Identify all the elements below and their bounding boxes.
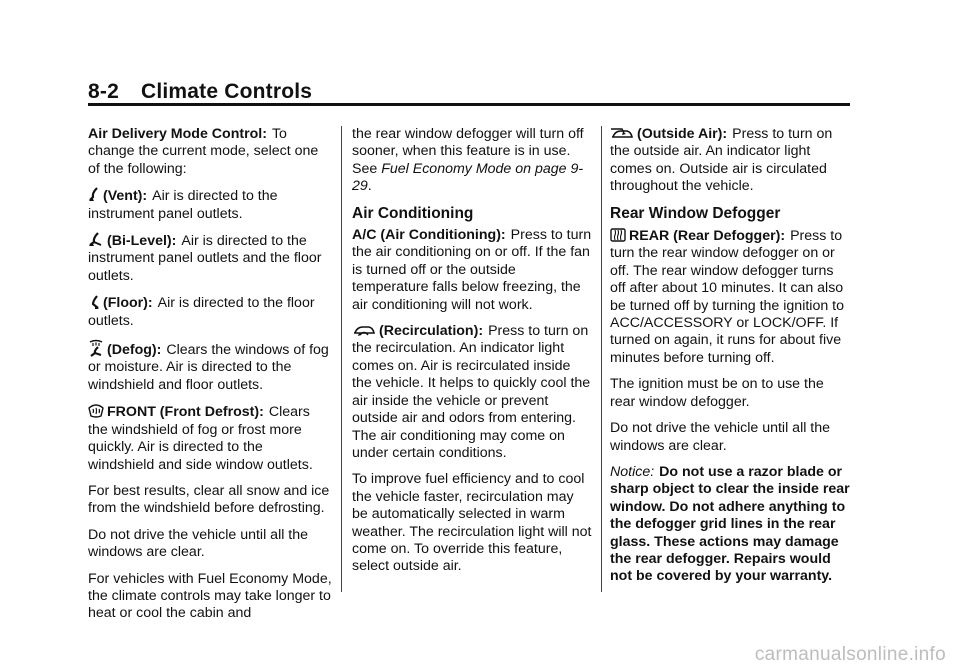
page-number: 8-2	[88, 80, 119, 103]
column-1	[88, 126, 332, 632]
bilevel-mode-icon	[88, 232, 104, 248]
paragraph-air-delivery: Air Delivery Mode Control: To change the current mode, select one of the following:	[88, 126, 319, 177]
paragraph-ignition: The ignition must be on to use the rear window defogger.	[610, 376, 824, 410]
column-3	[610, 126, 850, 595]
page-title	[88, 80, 850, 104]
heading-rear-window-defogger: Rear Window Defogger	[610, 204, 781, 222]
column-2	[352, 126, 592, 585]
paragraph-floor: (Floor): Air is directed to the floor outlets.	[88, 295, 315, 329]
outside-air-icon	[610, 127, 634, 141]
paragraph-notice	[610, 464, 850, 586]
floor-mode-icon	[88, 294, 100, 310]
paragraph-ac: A/C (Air Conditioning): Press to turn the air conditioning on or off. If the fan is turned off or the outside temperature falls below freezing, the air conditioning will not work.	[352, 227, 592, 313]
paragraph-do-not-drive: Do not drive the vehicle until all the windows are clear.	[610, 420, 831, 454]
cross-reference: Fuel Economy Mode on page 9-29	[352, 160, 584, 195]
paragraph-defog: (Defog): Clears the windows of fog or moisture. Air is directed to the windshield and floor outlets.	[88, 339, 332, 394]
paragraph-improve-fuel: To improve fuel efficiency and to cool the vehicle faster, recirculation may be automatically selected in warm weather. The recirculation light will not come on. To override this feature, select outside air.	[352, 471, 592, 575]
rear-defogger-icon	[610, 227, 626, 243]
paragraph-outside-air: (Outside Air): Press to turn on the outside air. An indicator light comes on. Outside air is circulated throughout the vehicle.	[610, 126, 833, 195]
defog-mode-icon	[88, 339, 104, 357]
column-divider	[341, 126, 342, 592]
heading-air-conditioning: Air Conditioning	[352, 204, 474, 222]
paragraph-continued: the rear window defogger will turn off sooner, when this feature is in use. See Fuel Economy Mode on page 9-29.	[352, 126, 584, 195]
paragraph-vent: (Vent): Air is directed to the instrument panel outlets.	[88, 188, 278, 222]
paragraph-front-defrost: FRONT (Front Defrost): Clears the windshield of fog or frost more quickly. Air is directed to the windshield and side window outlets.	[88, 404, 313, 473]
header-rule	[88, 103, 850, 106]
notice-text: Do not use a razor blade or sharp object to clear the inside rear window. Do not adhere anything to the defogger grid lines in the rear glass. These actions may damage the rear defogger. Repairs would not be covered by your warranty.	[610, 463, 850, 585]
paragraph-fuel-economy: For vehicles with Fuel Economy Mode, the climate controls may take longer to heat or cool the cabin and	[88, 570, 332, 622]
paragraph-bilevel: (Bi-Level): Air is directed to the instrument panel outlets and the floor outlets.	[88, 233, 322, 284]
paragraph-rear-defogger: REAR (Rear Defogger): Press to turn the rear window defogger on or off. The rear window defogger turns off after about 10 minutes. It can also be turned off by turning the ignition to ACC/ACCESSORY or LOCK/OFF. If turned on again, it runs for about five minutes before turning off.	[610, 228, 844, 366]
watermark: carmanualsonline.info	[754, 644, 946, 665]
column-divider	[601, 126, 602, 592]
page-header	[88, 80, 850, 104]
recirculation-icon	[352, 324, 376, 338]
paragraph-best-results: For best results, clear all snow and ice from the windshield before defrosting.	[88, 482, 330, 517]
vent-mode-icon	[88, 187, 100, 203]
paragraph-recirculation: (Recirculation): Press to turn on the recirculation. An indicator light comes on. Air is recirculated inside the vehicle. It helps to quickly cool the air inside the vehicle or prevent outside air and odors from entering. The air conditioning may come on under certain conditions.	[352, 323, 591, 461]
section-title: Climate Controls	[140, 80, 313, 103]
paragraph-do-not-drive: Do not drive the vehicle until all the windows are clear.	[88, 526, 309, 561]
notice-label: Notice:	[610, 463, 655, 480]
front-defrost-icon	[88, 403, 104, 419]
